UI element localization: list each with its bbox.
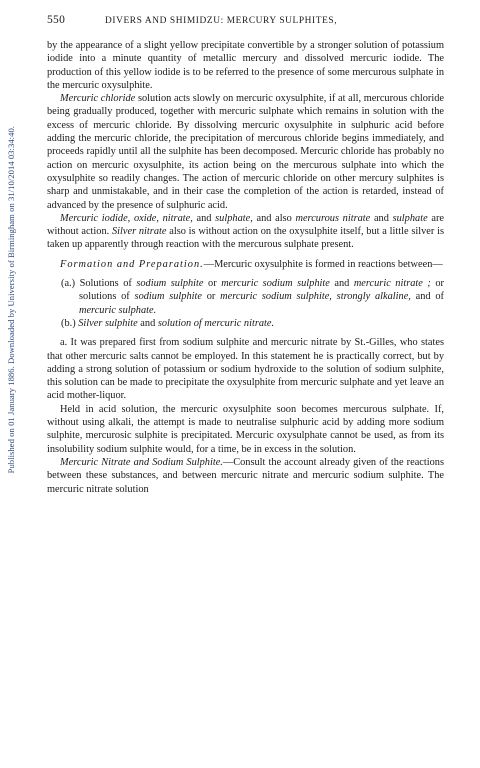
inline-text: and xyxy=(370,212,393,224)
list-label: (a.) xyxy=(61,278,76,290)
inline-text: also is without action on the oxysulphite itself, but a little silver is taken up apparently through reaction with the mercurous sulphate present. xyxy=(47,226,445,251)
paragraph-text: —Consult the account already given of the reactions between these substances, and between mercuric nitrate and mercuric sodium sulphite. The mercuric nitrate solution xyxy=(47,456,444,495)
paragraph-iodide-continued: by the appearance of a slight yellow precipitate convertible by a stronger solution of potassium iodide into a minute quantity of metallic mercury and dissolved mercuric iodide. The production of this yellow iodide is to be referred to the presence of some mercurous sulphate in the mercuric oxysulphite. xyxy=(47,40,444,91)
inline-italic: sodium sulphite xyxy=(134,291,202,303)
inline-text: or xyxy=(203,278,222,290)
inline-italic: mercuric sodium sulphite, strongly alkaline, xyxy=(220,291,411,303)
section-heading: Formation and Preparation. xyxy=(60,258,204,270)
paragraph-acid-solution: Held in acid solution, the mercuric oxysulphite soon becomes mercurous sulphate. If, without using alkali, the attempt is made to neutralise sulphuric acid by adding more sodium sulphite, mercurosic sulphite is precipitated. Mercuric oxysulphate cannot be used, as from its insolubility sodium sulphite would, for a time, be in excess in the solution. xyxy=(47,403,444,455)
article-page xyxy=(47,14,444,496)
inline-text: and xyxy=(137,317,158,329)
inline-italic: mercuric sulphate. xyxy=(79,304,157,316)
inline-italic: mercurous nitrate xyxy=(295,212,371,224)
paragraph-inactive-reagents xyxy=(47,212,444,252)
inline-italic: mercuric nitrate ; xyxy=(353,278,431,290)
list-item-b xyxy=(61,317,444,330)
inline-text: and of xyxy=(410,291,445,303)
paragraph-text: solution acts slowly on mercuric oxysulphite, if at all, mercurous chloride being gradually produced, together with mercuric sulphate which remains in solution with the excess of mercuric chloride. By dissolving mercuric oxysulphite in sulphuric acid before adding the mercuric chloride, the precipitation of mercurous chloride begins immediately, and proceeds rapidly until all the sulphite has been decomposed. Mercuric chloride has probably no action on mercuric oxysulphite, its action being on the mercurous sulphate into which the oxysulphite so readily changes. The action of mercuric chloride on other mercury sulphites is sharp and unmistakable, and in their case the completion of the action is retarded, instead of advanced by the presence of sulphuric acid. xyxy=(47,93,444,211)
inline-italic: Silver sulphite xyxy=(78,317,138,329)
inline-text: or solutions of xyxy=(79,278,444,303)
list-item-a xyxy=(61,277,444,317)
inline-italic: solution of mercuric nitrate. xyxy=(157,317,275,329)
inline-text: Solutions of xyxy=(75,278,137,290)
inline-italic: mercuric sodium sulphite xyxy=(221,278,330,290)
page-header xyxy=(47,14,444,32)
inline-text: and also xyxy=(252,212,296,224)
paragraph-nitrate-sulphite xyxy=(47,456,444,496)
paragraph-lead: Mercuric chloride xyxy=(60,93,136,105)
paragraph-lead: Mercuric Nitrate and Sodium Sulphite. xyxy=(60,456,223,468)
inline-italic: sodium sulphite xyxy=(136,278,204,290)
download-watermark xyxy=(2,40,20,560)
inline-text: and xyxy=(192,212,216,224)
inline-italic: sulphate, xyxy=(215,212,253,224)
inline-italic: sulphate xyxy=(392,212,428,224)
list-label: (b.) xyxy=(61,317,76,329)
inline-italic: Silver nitrate xyxy=(112,226,167,238)
paragraph-mercuric-chloride xyxy=(47,92,444,212)
inline-text: and xyxy=(329,278,354,290)
paragraph-formation xyxy=(47,258,444,271)
page-number: 550 xyxy=(47,14,66,26)
inline-text: or xyxy=(201,291,221,303)
download-watermark-text: Published on 01 January 1886. Downloaded by University of Birmingham on 31/10/2014 03:34:40. xyxy=(6,126,16,474)
paragraph-text: —Mercuric oxysulphite is formed in reactions between— xyxy=(203,258,443,270)
paragraph-st-gilles: a. It was prepared first from sodium sulphite and mercuric nitrate by St.-Gilles, who states that other mercuric salts cannot be employed. In this statement he is practically correct, but by adding a strong solution of potassium or sodium hydroxide to the solution of sodium sulphite, this solution can be made to precipitate the oxysulphite from mercuric sulphate and yet leave an acid mother-liquor. xyxy=(47,337,444,402)
inline-text: are without action. xyxy=(47,212,444,238)
inline-italic: Mercuric iodide, oxide, nitrate, xyxy=(60,212,193,224)
running-head: DIVERS AND SHIMIDZU: MERCURY SULPHITES, xyxy=(105,16,338,26)
